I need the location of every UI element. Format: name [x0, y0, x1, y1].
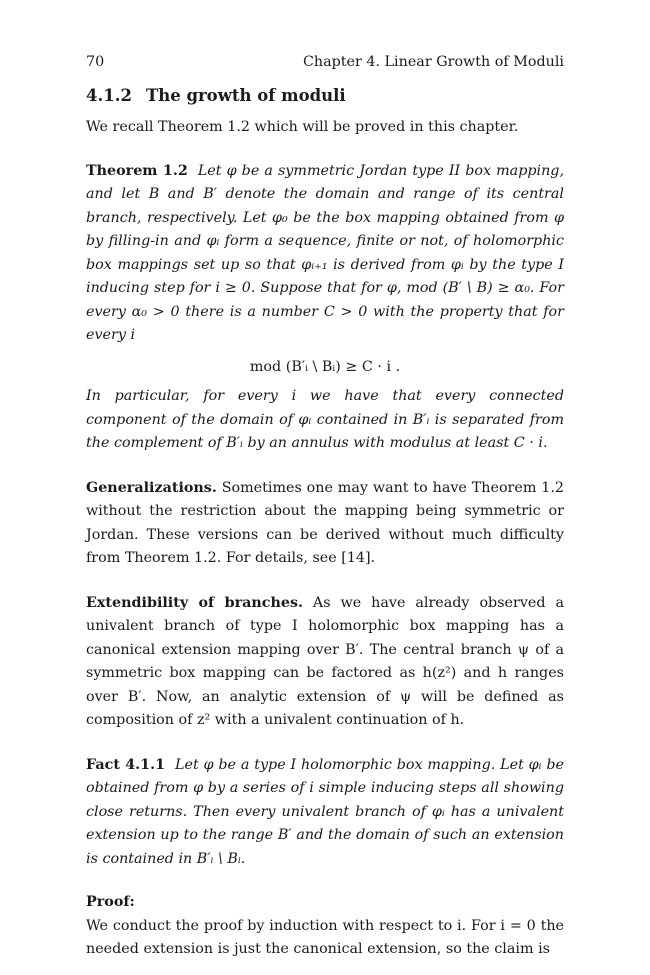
- section-heading: [86, 84, 564, 108]
- proof-paragraph: We conduct the proof by induction with respect to i. For i = 0 the needed extension is just the canonical extension, so the claim is: [86, 917, 564, 957]
- section-title: The growth of moduli: [145, 86, 346, 105]
- fact-paragraph: [86, 754, 564, 872]
- generalizations-paragraph: [86, 477, 564, 571]
- theorem-block: [86, 160, 564, 456]
- fact-text: Let φ be a type I holomorphic box mapping. Let φᵢ be obtained from φ by a series of i simple inducing steps all showing close returns. Then every univalent branch of φᵢ has a univalent extension up to the range B′ and the domain of such an extension is contained in B′ᵢ \ Bᵢ.: [86, 756, 564, 867]
- theorem-statement: [86, 160, 564, 348]
- extendibility-block: [86, 592, 564, 733]
- book-page: [86, 52, 564, 962]
- fact-label: Fact 4.1.1: [86, 756, 166, 773]
- theorem-text: Let φ be a symmetric Jordan type II box mapping, and let B and B′ denote the domain and range of its central branch, respectively. Let φ₀ be the box mapping obtained from φ by filling-in and φᵢ form a sequence, finite or not, of holomorphic box mappings set up so that φᵢ₊₁ is derived from φᵢ by the type I inducing step for i ≥ 0. Suppose that for φ, mod (B′ \ B) ≥ α₀. For every α₀ > 0 there is a number C > 0 with the property that for every i: [86, 162, 564, 343]
- generalizations-text: Sometimes one may want to have Theorem 1.2 without the restriction about the mapping being symmetric or Jordan. These versions can be derived without much difficulty from Theorem 1.2. For details, see [14].: [86, 479, 565, 566]
- extendibility-text: As we have already observed a univalent branch of type I holomorphic box mapping has a canonical extension mapping over B′. The central branch ψ of a symmetric box mapping can be factored as h(z²) and h ranges over B′. Now, an analytic extension of ψ will be defined as composition of z² with a univalent continuation of h.: [86, 594, 564, 728]
- extendibility-label: Extendibility of branches.: [86, 594, 303, 611]
- running-header: [86, 52, 564, 72]
- page-number: 70: [86, 54, 105, 70]
- extendibility-paragraph: [86, 592, 564, 733]
- running-title: Chapter 4. Linear Growth of Moduli: [302, 54, 564, 70]
- proof-heading: Proof:: [86, 894, 135, 910]
- fact-block: [86, 754, 564, 872]
- generalizations-block: [86, 477, 564, 571]
- section-number: 4.1.2: [86, 86, 132, 105]
- intro-paragraph: We recall Theorem 1.2 which will be proved in this chapter.: [86, 119, 519, 135]
- theorem-formula: mod (B′ᵢ \ Bᵢ) ≥ C · i .: [249, 358, 401, 375]
- theorem-label: Theorem 1.2: [86, 162, 188, 179]
- theorem-conclusion: In particular, for every i we have that every connected component of the domain of φᵢ contained in B′ᵢ is separated from the complement of B′ᵢ by an annulus with modulus at least C · i.: [86, 388, 564, 451]
- generalizations-label: Generalizations.: [86, 479, 217, 496]
